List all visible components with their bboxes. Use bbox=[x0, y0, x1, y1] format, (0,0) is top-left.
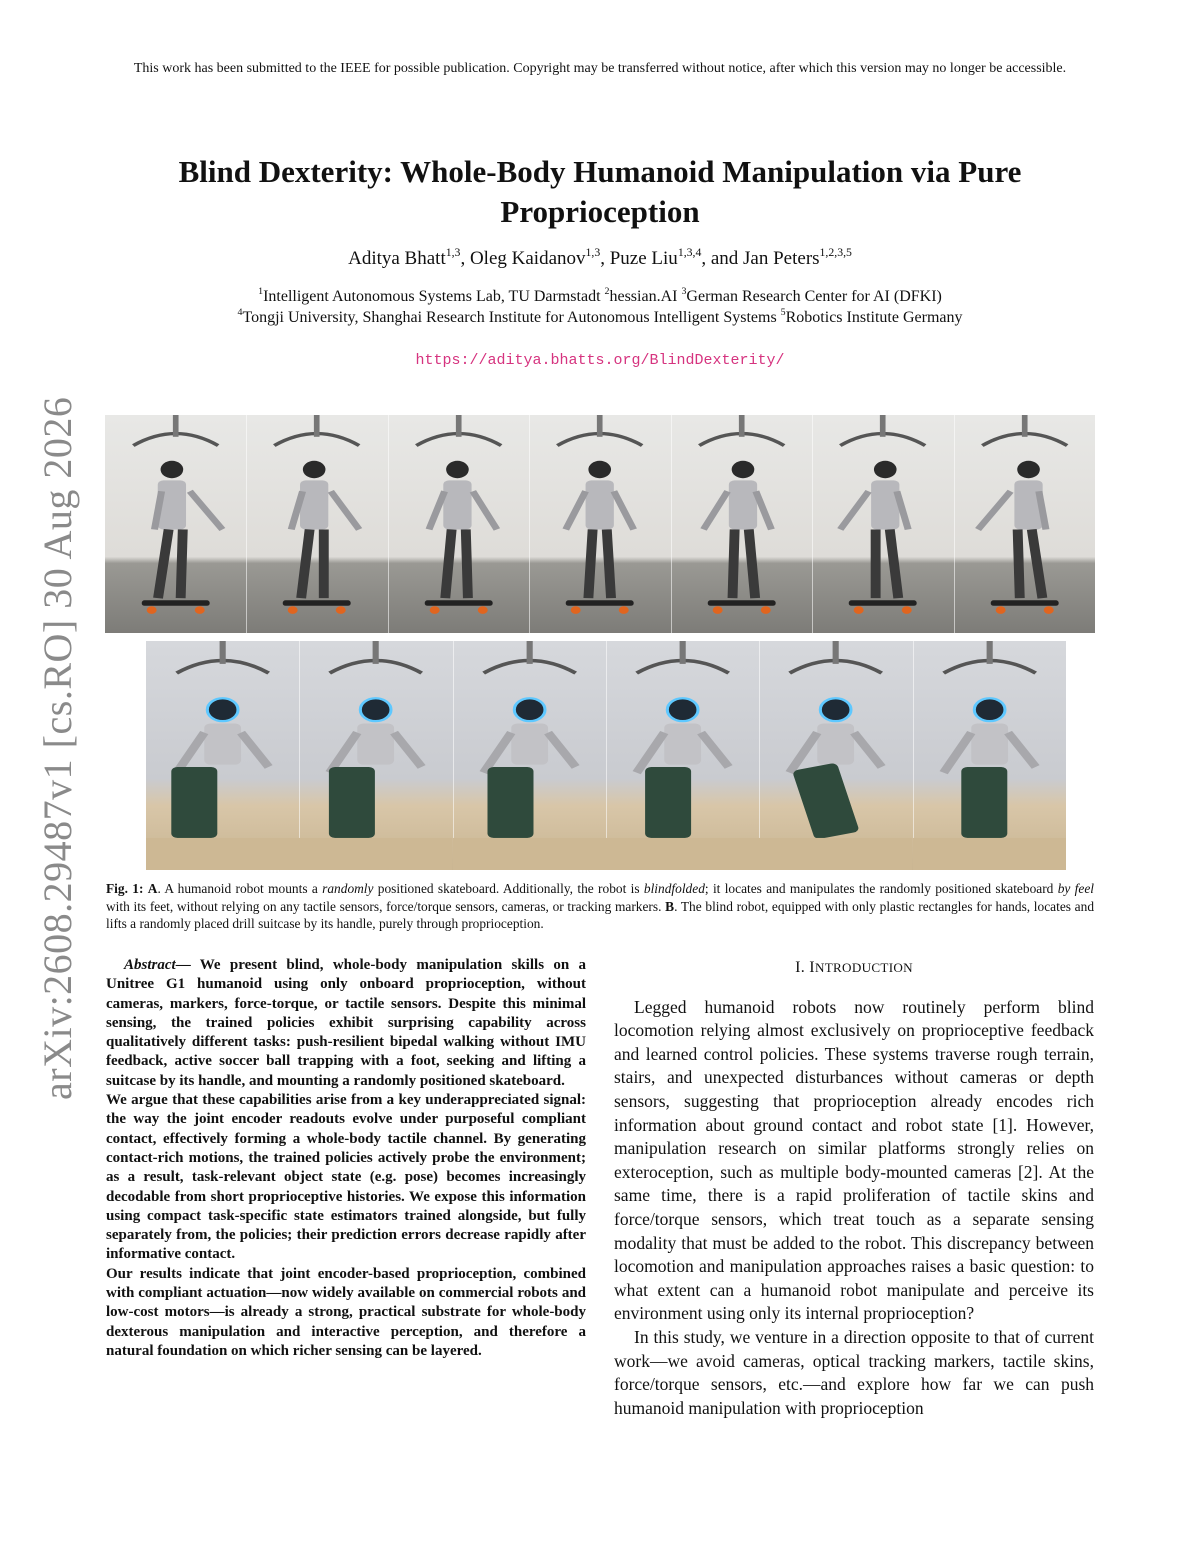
robot-arm-icon bbox=[331, 491, 359, 529]
skateboard-icon bbox=[142, 600, 210, 605]
robot-frame-svg bbox=[453, 641, 606, 870]
robot-arm-icon bbox=[756, 491, 772, 529]
affil-text: German Research Center for AI (DFKI) bbox=[686, 288, 942, 305]
robot-frame-svg bbox=[299, 641, 452, 870]
robot-head-icon bbox=[446, 461, 469, 478]
robot-head-icon bbox=[731, 461, 754, 478]
table-icon bbox=[759, 838, 912, 870]
caption-emphasis: randomly bbox=[322, 881, 374, 896]
robot-arm-icon bbox=[394, 733, 422, 767]
skateboard-wheel-icon bbox=[995, 606, 1005, 614]
caption-emphasis: by feel bbox=[1057, 881, 1094, 896]
author-name: Puze Liu bbox=[609, 248, 678, 269]
robot-frame-svg bbox=[388, 415, 529, 633]
robot-frame-svg bbox=[913, 641, 1066, 870]
skateboard-icon bbox=[707, 600, 775, 605]
robot-arm-icon bbox=[548, 733, 576, 767]
robot-leg-icon bbox=[1031, 529, 1042, 598]
robot-leg-icon bbox=[181, 529, 183, 598]
skateboard-icon bbox=[849, 600, 917, 605]
suitcase-icon bbox=[961, 767, 1007, 838]
robot-torso-icon bbox=[586, 480, 614, 529]
robot-arm-icon bbox=[790, 733, 818, 773]
suitcase-icon bbox=[329, 767, 375, 838]
robot-frame-svg bbox=[606, 641, 759, 870]
figure-strip-b-suitcase bbox=[146, 641, 1066, 870]
robot-frame-svg bbox=[812, 415, 953, 633]
skateboard-wheel-icon bbox=[195, 606, 205, 614]
robot-arm-icon bbox=[840, 491, 868, 529]
robot-frame-svg bbox=[146, 641, 299, 870]
introduction-column bbox=[614, 956, 1094, 1420]
robot-head-icon bbox=[361, 698, 392, 721]
skateboard-wheel-icon bbox=[712, 606, 722, 614]
robot-head-icon bbox=[821, 698, 852, 721]
figure-frame bbox=[671, 415, 813, 633]
robot-arm-icon bbox=[429, 491, 445, 529]
suitcase-icon bbox=[171, 767, 217, 838]
table-icon bbox=[299, 838, 452, 870]
section-number: I. bbox=[795, 959, 810, 976]
skateboard-wheel-icon bbox=[288, 606, 298, 614]
skateboard-wheel-icon bbox=[147, 606, 157, 614]
robot-leg-icon bbox=[302, 529, 310, 598]
author-separator: , bbox=[600, 248, 610, 269]
robot-torso-icon bbox=[664, 723, 701, 764]
suitcase-icon bbox=[487, 767, 533, 838]
robot-arm-icon bbox=[177, 733, 205, 773]
figure-strip-a-skateboard bbox=[105, 415, 1095, 633]
affil-text: hessian.AI bbox=[609, 288, 682, 305]
abstract-text: — We present blind, whole-body manipulation skills on a Unitree G1 humanoid using only onboard proprioception, without cameras, markers, force-torque, or tactile sensors. Despite this minimal sensing, the trained policies exhibit surprising capability across qualitatively different tasks: push-resilient bipedal walking without IMU feedback, active soccer ball trapping with a foot, seeking and lifting a suitcase by its handle, and mounting a randomly positioned skateboard. bbox=[106, 957, 586, 1089]
skateboard-icon bbox=[566, 600, 634, 605]
robot-head-icon bbox=[589, 461, 612, 478]
figure-caption bbox=[106, 880, 1094, 933]
robot-head-icon bbox=[161, 461, 184, 478]
robot-leg-icon bbox=[890, 529, 898, 598]
affil-text: Intelligent Autonomous Systems Lab, TU Darmstadt bbox=[263, 288, 605, 305]
robot-arm-icon bbox=[241, 733, 269, 767]
robot-head-icon bbox=[667, 698, 698, 721]
author-name: Aditya Bhatt bbox=[348, 248, 446, 269]
skateboard-wheel-icon bbox=[430, 606, 440, 614]
robot-leg-icon bbox=[445, 529, 451, 598]
robot-leg-icon bbox=[732, 529, 734, 598]
figure-frame bbox=[954, 415, 1095, 633]
suitcase-icon bbox=[645, 767, 691, 838]
table-icon bbox=[606, 838, 759, 870]
intro-paragraph-2: In this study, we venture in a direction opposite to that of current work—we avoid cameras, optical tracking markers, tactile skins, force/torque sensors, etc.—and explore how far we can push humanoid manipulation with proprioception bbox=[614, 1326, 1094, 1418]
robot-head-icon bbox=[303, 461, 326, 478]
table-icon bbox=[913, 838, 1066, 870]
robot-arm-icon bbox=[483, 733, 511, 773]
section-heading-introduction bbox=[614, 956, 1094, 980]
table-icon bbox=[453, 838, 606, 870]
skateboard-wheel-icon bbox=[902, 606, 912, 614]
skateboard-icon bbox=[990, 600, 1058, 605]
robot-frame-svg bbox=[105, 415, 246, 633]
robot-torso-icon bbox=[971, 723, 1008, 764]
arxiv-identifier: arXiv:2608.29487v1 [cs.RO] 30 Aug 2026 bbox=[35, 396, 80, 1100]
skateboard-wheel-icon bbox=[761, 606, 771, 614]
robot-torso-icon bbox=[729, 480, 757, 529]
affiliation-line-1 bbox=[100, 286, 1100, 307]
robot-head-icon bbox=[1017, 461, 1040, 478]
figure-frame bbox=[529, 415, 671, 633]
affil-sup: 3 bbox=[681, 285, 687, 297]
robot-leg-icon bbox=[158, 529, 169, 598]
robot-leg-icon bbox=[466, 529, 468, 598]
abstract-lead: Abstract bbox=[124, 957, 176, 973]
skateboard-wheel-icon bbox=[478, 606, 488, 614]
abstract-paragraph-3: Our results indicate that joint encoder-based proprioception, combined with compliant actuation—now widely available on commercial robots and low-cost motors—is already a strong, practical substrate for whole-body dexterous manipulation and interactive perception, and therefore a natural foundation on which richer sensing can be layered. bbox=[106, 1265, 586, 1359]
robot-frame-svg bbox=[529, 415, 670, 633]
affiliations bbox=[100, 286, 1100, 328]
author-affil-sup: 1,2,3,5 bbox=[819, 245, 852, 259]
figure-frame bbox=[146, 641, 300, 870]
section-heading-rest: NTRODUCTION bbox=[814, 960, 913, 975]
skateboard-wheel-icon bbox=[571, 606, 581, 614]
caption-text: positioned skateboard. Additionally, the robot is bbox=[373, 881, 644, 896]
caption-label: Fig. 1: bbox=[106, 881, 144, 896]
skateboard-wheel-icon bbox=[854, 606, 864, 614]
author-name: Oleg Kaidanov bbox=[469, 248, 586, 269]
robot-arm-icon bbox=[943, 733, 971, 773]
robot-arm-icon bbox=[614, 491, 634, 529]
robot-torso-icon bbox=[204, 723, 241, 764]
suitcase-icon bbox=[792, 763, 860, 840]
caption-text: . The blind robot, equipped with only plastic rectangles for hands, locates and lifts a randomly placed drill suitcase by its handle, purely through proprioception. bbox=[106, 898, 1095, 932]
skateboard-wheel-icon bbox=[619, 606, 629, 614]
robot-arm-icon bbox=[703, 491, 727, 529]
affil-text: Tongji University, Shanghai Research Institute for Autonomous Intelligent Systems bbox=[242, 309, 781, 326]
caption-emphasis: blindfolded bbox=[643, 881, 705, 896]
robot-torso-icon bbox=[871, 480, 899, 529]
author-separator: , bbox=[460, 248, 470, 269]
figure-frame bbox=[105, 415, 247, 633]
affil-sup: 1 bbox=[258, 285, 264, 297]
robot-torso-icon bbox=[818, 723, 855, 764]
paper-title: Blind Dexterity: Whole-Body Humanoid Manipulation via Pure Proprioception bbox=[178, 154, 1022, 229]
robot-arm-icon bbox=[637, 733, 665, 773]
figure-frame bbox=[388, 415, 530, 633]
figure-frame bbox=[606, 641, 760, 870]
robot-arm-icon bbox=[854, 733, 882, 767]
robot-torso-icon bbox=[300, 480, 328, 529]
skateboard-wheel-icon bbox=[1043, 606, 1053, 614]
robot-frame-svg bbox=[671, 415, 812, 633]
figure-frame bbox=[299, 641, 453, 870]
robot-arm-icon bbox=[1008, 733, 1036, 767]
skateboard-wheel-icon bbox=[336, 606, 346, 614]
robot-head-icon bbox=[974, 698, 1005, 721]
caption-text: . A humanoid robot mounts a bbox=[157, 881, 323, 896]
robot-arm-icon bbox=[978, 491, 1011, 529]
author-affil-sup: 1,3 bbox=[445, 245, 461, 259]
affil-sup: 4 bbox=[237, 306, 243, 318]
robot-leg-icon bbox=[1017, 529, 1019, 598]
affil-sup: 2 bbox=[604, 285, 610, 297]
robot-head-icon bbox=[874, 461, 897, 478]
robot-arm-icon bbox=[330, 733, 358, 773]
caption-part-b-letter: B bbox=[665, 898, 675, 914]
caption-text: ; it locates and manipulates the randomly positioned skateboard bbox=[704, 881, 1058, 896]
author-separator: , and bbox=[701, 248, 744, 269]
robot-leg-icon bbox=[589, 529, 593, 598]
submission-notice: This work has been submitted to the IEEE for possible publication. Copyright may be transferred without notice, after which this version may no longer be accessible. bbox=[133, 61, 1067, 76]
affil-text: Robotics Institute Germany bbox=[785, 309, 963, 326]
robot-torso-icon bbox=[443, 480, 471, 529]
intro-paragraph-1: Legged humanoid robots now routinely perform blind locomotion relying almost exclusively on proprioceptive feedback and learned control policies. These systems traverse rough terrain, stairs, and unexpected disturbances without cameras or depth sensors, suggesting that proprioception already encodes rich information about ground contact and robot state [1]. However, manipulation research on similar platforms strongly relies on exteroception, such as multiple body-mounted cameras [2]. At the same time, there is a rapid proliferation of tactile skins and force/torque sensors, which treat touch as a separate sensing modality that must be added to the robot. This discrepancy between locomotion and manipulation approaches raises a basic question: to what extent can a humanoid robot manipulate and perceive its environment using only its internal proprioception? bbox=[614, 996, 1094, 1324]
figure-frame bbox=[913, 641, 1066, 870]
table-icon bbox=[146, 838, 299, 870]
robot-frame-svg bbox=[954, 415, 1095, 633]
robot-frame-svg bbox=[759, 641, 912, 870]
skateboard-icon bbox=[283, 600, 351, 605]
author-name: Jan Peters bbox=[743, 248, 820, 269]
affiliation-line-2 bbox=[100, 307, 1100, 328]
skateboard-icon bbox=[425, 600, 493, 605]
caption-text: with its feet, without relying on any tactile sensors, force/torque sensors, cameras, or tracking markers. bbox=[106, 898, 666, 914]
robot-arm-icon bbox=[190, 491, 223, 529]
author-affil-sup: 1,3 bbox=[585, 245, 601, 259]
abstract-paragraph-1 bbox=[106, 956, 586, 1091]
figure-frame bbox=[246, 415, 388, 633]
robot-leg-icon bbox=[748, 529, 754, 598]
robot-arm-icon bbox=[701, 733, 729, 767]
robot-arm-icon bbox=[566, 491, 586, 529]
author-list bbox=[100, 245, 1100, 270]
robot-leg-icon bbox=[607, 529, 611, 598]
figure-frame bbox=[759, 641, 913, 870]
figure-frame bbox=[453, 641, 607, 870]
robot-torso-icon bbox=[511, 723, 548, 764]
robot-arm-icon bbox=[473, 491, 497, 529]
section-heading-initial: I bbox=[809, 959, 815, 976]
robot-head-icon bbox=[514, 698, 545, 721]
robot-head-icon bbox=[207, 698, 238, 721]
abstract-column bbox=[106, 956, 586, 1361]
project-url-link[interactable]: https://aditya.bhatts.org/BlindDexterity/ bbox=[415, 352, 785, 369]
caption-part-a-letter: A bbox=[147, 881, 158, 896]
affil-sup: 5 bbox=[780, 306, 786, 318]
author-affil-sup: 1,3,4 bbox=[677, 245, 702, 259]
robot-torso-icon bbox=[358, 723, 395, 764]
robot-frame-svg bbox=[246, 415, 387, 633]
figure-frame bbox=[812, 415, 954, 633]
abstract-paragraph-2: We argue that these capabilities arise from a key underappreciated signal: the way the joint encoder readouts evolve under purposeful compliant contact, effectively forming a whole-body tactile channel. By generating contact-rich motions, the trained policies actively probe the environment; as a result, task-relevant object state (e.g. pose) becomes increasingly decodable from short proprioceptive histories. We expose this information using compact task-specific state estimators trained alongside, but fully separately from, the policies; their prediction errors decrease rapidly after informative contact. bbox=[106, 1092, 586, 1263]
